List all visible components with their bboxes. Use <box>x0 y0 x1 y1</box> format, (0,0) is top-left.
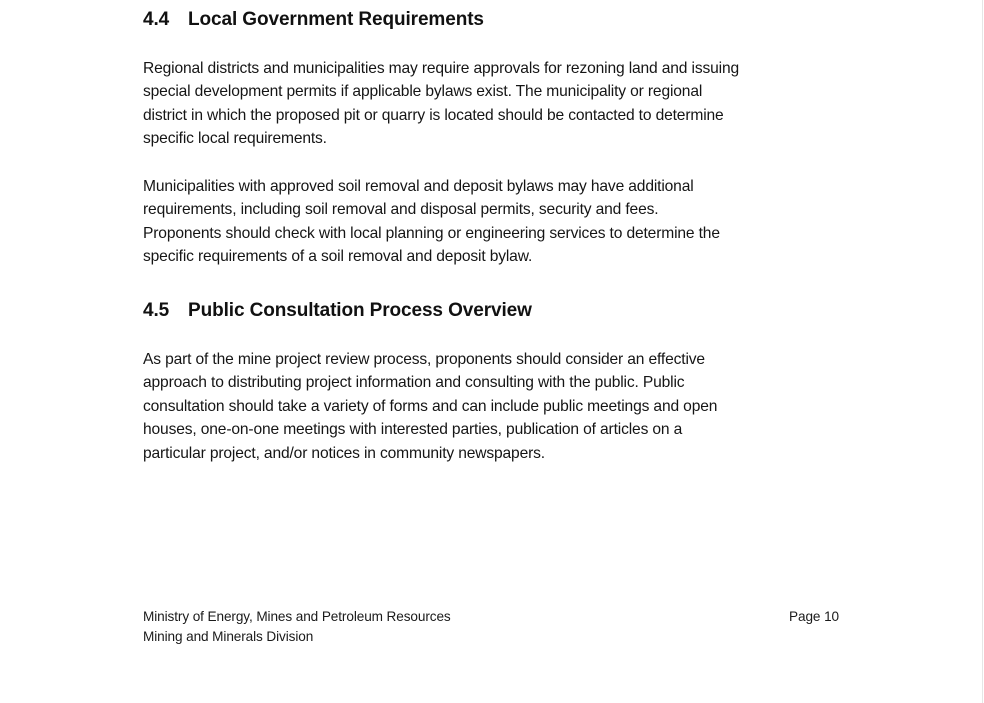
text-line: requirements, including soil removal and disposal permits, security and fees. <box>143 201 659 219</box>
section-number: 4.5 <box>143 300 170 321</box>
section-heading-4-5 <box>143 299 532 323</box>
text-line: houses, one-on-one meetings with interested parties, publication of articles on a <box>143 421 683 439</box>
section-heading-4-4 <box>143 8 484 32</box>
section-number: 4.4 <box>143 9 170 30</box>
text-line: As part of the mine project review process, proponents should consider an effective <box>143 351 705 368</box>
footer-organization: Ministry of Energy, Mines and Petroleum Resources <box>143 609 451 624</box>
text-line: consultation should take a variety of forms and can include public meetings and open <box>143 397 718 415</box>
text-line: specific local requirements. <box>143 130 327 148</box>
section-title: Public Consultation Process Overview <box>188 300 532 321</box>
paragraph-local-government-approvals <box>143 57 843 151</box>
text-line: approach to distributing project information and consulting with the public. Public <box>143 374 685 392</box>
paragraph-public-consultation <box>143 348 843 465</box>
page-edge-divider <box>982 0 983 703</box>
text-line: special development permits if applicable bylaws exist. The municipality or regional <box>143 83 703 101</box>
footer-division: Mining and Minerals Division <box>143 628 314 644</box>
footer-organization-block <box>143 607 451 646</box>
text-line: specific requirements of a soil removal and deposit bylaw. <box>143 248 533 266</box>
text-line: district in which the proposed pit or quarry is located should be contacted to determine <box>143 106 724 124</box>
text-line: Municipalities with approved soil removal and deposit bylaws may have additional <box>143 178 694 195</box>
page-number: Page 10 <box>789 609 839 624</box>
text-line: particular project, and/or notices in community newspapers. <box>143 444 545 462</box>
text-line: Regional districts and municipalities may require approvals for rezoning land and issuing <box>143 60 739 77</box>
section-title: Local Government Requirements <box>188 9 484 30</box>
paragraph-soil-removal-bylaws <box>143 175 843 269</box>
text-line: Proponents should check with local planning or engineering services to determine the <box>143 224 720 242</box>
